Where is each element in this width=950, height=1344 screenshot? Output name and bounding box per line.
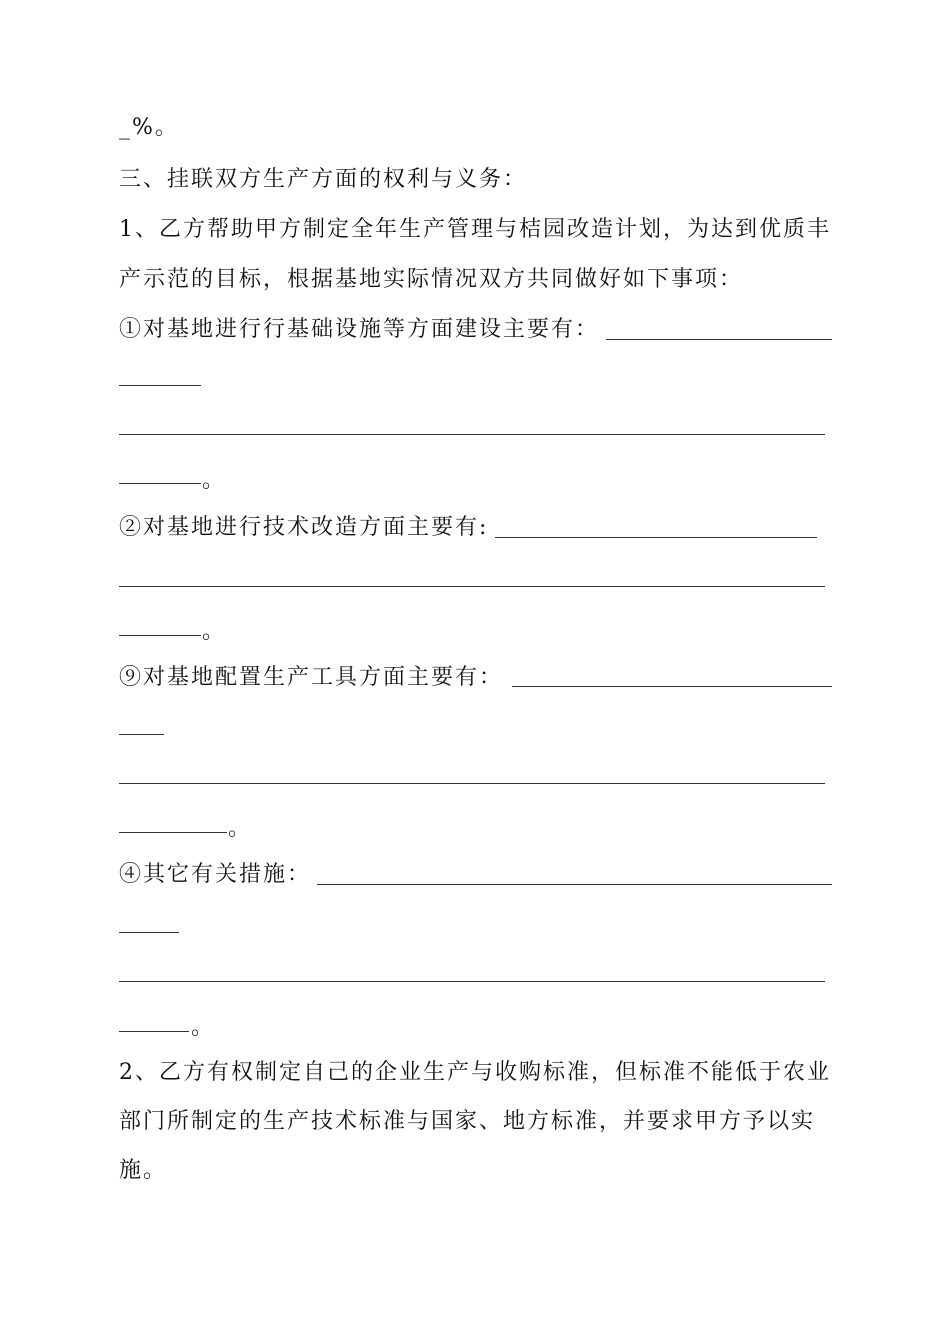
sub-item-4-blank-a[interactable] (317, 883, 832, 885)
item-1-line-2: 产示范的目标，根据基地实际情况双方共同做好如下事项： (119, 267, 744, 292)
sub-item-3-blank-d[interactable] (119, 831, 227, 833)
sub-item-2-blank-b[interactable] (119, 585, 825, 587)
sub-item-3-blank-b[interactable] (119, 733, 164, 735)
sub-item-4 (119, 860, 834, 890)
sub-item-2-label: ②对基地进行技术改造方面主要有: (119, 515, 489, 540)
sub-item-4-blank-b[interactable] (119, 931, 179, 933)
sub-item-1-blank-b[interactable] (119, 384, 201, 386)
item-2-line-3: 施。 (119, 1158, 168, 1183)
sub-item-3-label: ⑨对基地配置生产工具方面主要有： (119, 665, 504, 690)
item-1-line-1: 1、乙方帮助甲方制定全年生产管理与桔园改造计划，为达到优质丰 (119, 217, 831, 242)
sub-item-1-label: ①对基地进行行基础设施等方面建设主要有： (119, 317, 600, 342)
sub-item-1-blank-c[interactable] (119, 433, 825, 435)
sub-item-2-blank-c[interactable] (119, 634, 201, 636)
sub-item-2-period: 。 (202, 619, 225, 644)
sub-item-4-label: ④其它有关措施： (119, 862, 312, 887)
sub-item-4-period: 。 (191, 1015, 214, 1040)
sub-item-3-period: 。 (228, 816, 251, 841)
sub-item-3-blank-a[interactable] (512, 685, 832, 687)
sub-item-3 (119, 663, 834, 693)
sub-item-1-blank-d[interactable] (119, 482, 201, 484)
sub-item-3-blank-c[interactable] (119, 782, 825, 784)
sub-item-1-blank-a[interactable] (606, 338, 832, 340)
section-3-title: 三、挂联双方生产方面的权利与义务： (119, 167, 528, 192)
sub-item-2-blank-a[interactable] (495, 536, 817, 538)
item-2-line-2: 部门所制定的生产技术标准与国家、地方标准，并要求甲方予以实 (119, 1109, 816, 1134)
sub-item-2 (119, 513, 834, 543)
text-line-percent: _%。 (119, 115, 179, 140)
item-2-line-1: 2、乙方有权制定自己的企业生产与收购标准，但标准不能低于农业 (119, 1060, 831, 1085)
sub-item-4-blank-c[interactable] (119, 980, 825, 982)
sub-item-1 (119, 315, 834, 345)
sub-item-4-blank-d[interactable] (119, 1030, 189, 1032)
sub-item-1-period: 。 (202, 468, 225, 493)
